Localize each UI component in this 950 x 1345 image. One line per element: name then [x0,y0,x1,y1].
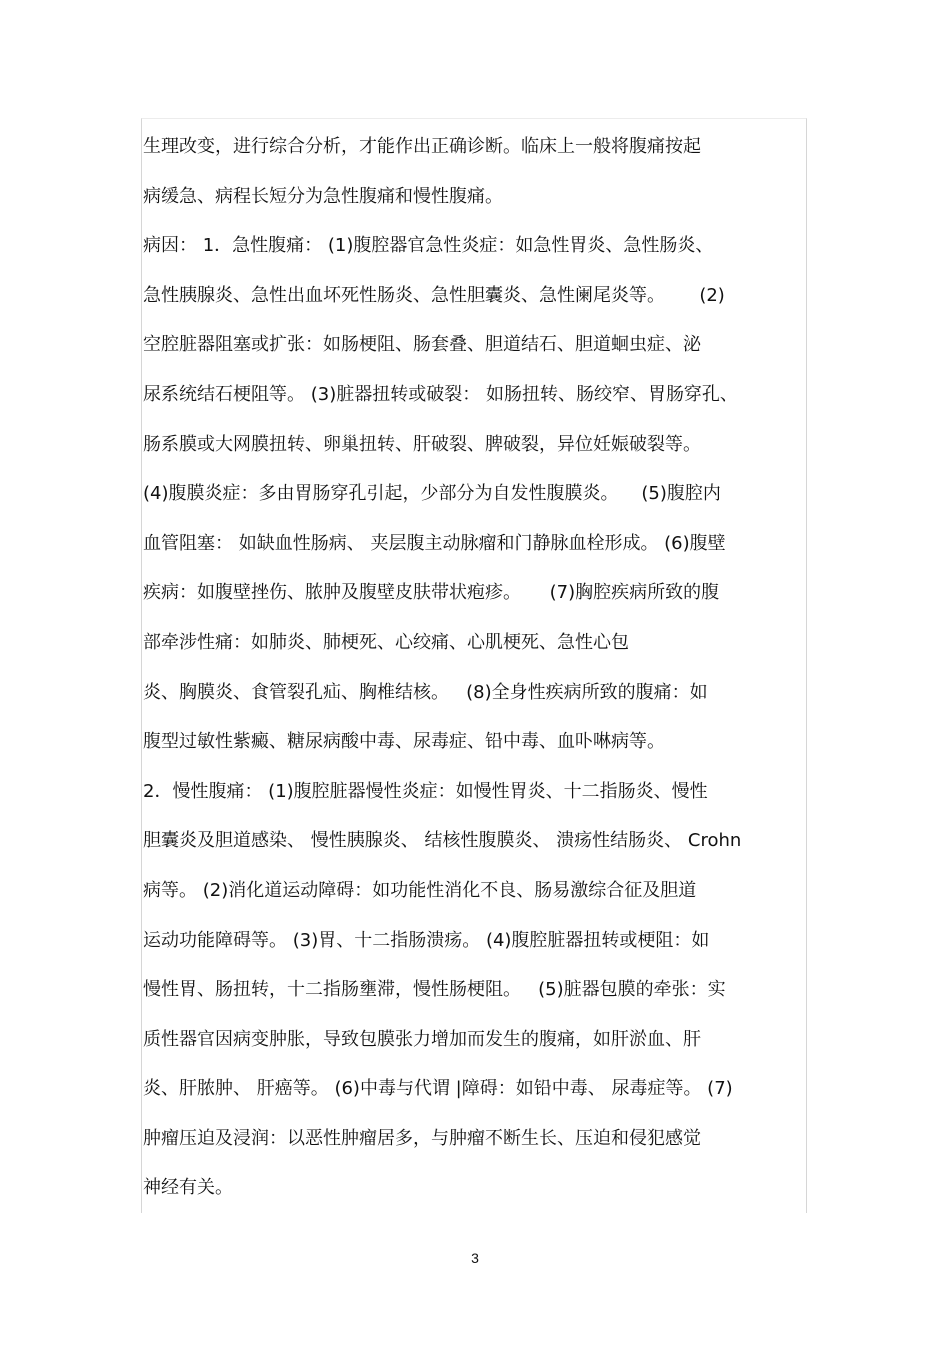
text-line: 尿系统结石梗阻等。 (3)脏器扭转或破裂： 如肠扭转、肠绞窄、胃肠穿孔、 [143,383,738,405]
page-number: 3 [471,1250,479,1266]
text-line: (4)腹膜炎症：多由胃肠穿孔引起，少部分为自发性腹膜炎。 (5)腹腔内 [143,483,721,505]
text-line: 病缓急、病程长短分为急性腹痛和慢性腹痛。 [143,185,503,207]
text-line: 炎、肝脓肿、 肝癌等。 (6)中毒与代谓 |障碍：如铅中毒、 尿毒症等。 (7) [143,1078,733,1100]
text-line: 胆囊炎及胆道感染、 慢性胰腺炎、 结核性腹膜炎、 溃疡性结肠炎、 Crohn [143,830,742,852]
text-line: 2．慢性腹痛： (1)腹腔脏器慢性炎症：如慢性胃炎、十二指肠炎、慢性 [143,780,708,802]
text-line: 运动功能障碍等。 (3)胃、十二指肠溃疡。 (4)腹腔脏器扭转或梗阻：如 [143,929,710,951]
text-line: 肠系膜或大网膜扭转、卵巢扭转、肝破裂、脾破裂，异位妊娠破裂等。 [143,433,701,455]
text-line: 生理改变，进行综合分析，才能作出正确诊断。临床上一般将腹痛按起 [143,136,701,157]
text-line: 急性胰腺炎、急性出血坏死性肠炎、急性胆囊炎、急性阑尾炎等。 (2) [143,284,725,306]
text-line: 病因： 1．急性腹痛： (1)腹腔器官急性炎症：如急性胃炎、急性肠炎、 [143,235,714,257]
text-line: 腹型过敏性紫癜、糖尿病酸中毒、尿毒症、铅中毒、血卟啉病等。 [143,731,665,753]
text-line: 病等。 (2)消化道运动障碍：如功能性消化不良、肠易激综合征及胆道 [143,879,697,901]
text-line: 疾病：如腹壁挫伤、脓肿及腹壁皮肤带状疱疹。 (7)胸腔疾病所致的腹 [143,582,720,604]
text-line: 炎、胸膜炎、食管裂孔疝、胸椎结核。 (8)全身性疾病所致的腹痛：如 [143,681,708,703]
document-body [143,122,807,1213]
text-line: 慢性胃、肠扭转，十二指肠壅滞，慢性肠梗阻。 (5)脏器包膜的牵张：实 [143,979,726,1001]
text-line: 部牵涉性痛：如肺炎、肺梗死、心绞痛、心肌梗死、急性心包 [143,631,629,653]
text-line: 肿瘤压迫及浸润：以恶性肿瘤居多，与肿瘤不断生长、压迫和侵犯感觉 [143,1127,701,1149]
text-line: 神经有关。 [143,1177,233,1199]
text-line: 质性器官因病变肿胀，导致包膜张力增加而发生的腹痛，如肝淤血、肝 [143,1028,701,1050]
text-line: 空腔脏器阻塞或扩张：如肠梗阻、肠套叠、胆道结石、胆道蛔虫症、泌 [143,334,701,356]
text-line: 血管阻塞： 如缺血性肠病、 夹层腹主动脉瘤和门静脉血栓形成。 (6)腹壁 [143,532,726,554]
